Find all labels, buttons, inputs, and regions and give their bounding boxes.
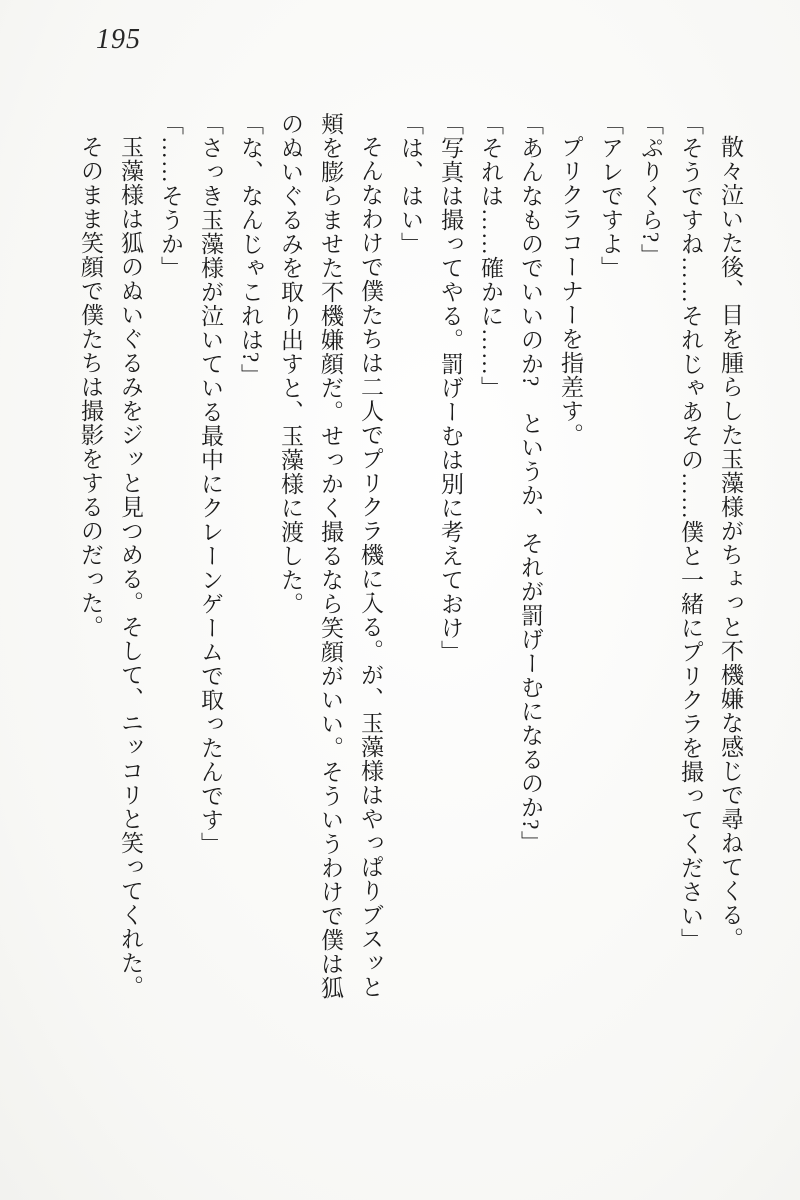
page-text xyxy=(66,112,750,1020)
paragraph: 「あんなものでいいのか? というか、それが罰げーむになるのか?」 xyxy=(518,112,543,855)
paragraph: 「は、はい」 xyxy=(398,112,423,256)
paragraph: 「それは……確かに……」 xyxy=(478,112,503,400)
paragraph: 玉藻様は狐のぬいぐるみをジッと見つめる。そして、ニッコリと笑ってくれた。 xyxy=(118,135,143,999)
paragraph: 「……そうか」 xyxy=(158,112,183,280)
paragraph: 「写真は撮ってやる。罰げーむは別に考えておけ」 xyxy=(438,112,463,664)
paragraph: 「な、なんじゃこれは?」 xyxy=(238,112,263,388)
page-number: 195 xyxy=(96,24,141,55)
paragraph: そんなわけで僕たちは二人でプリクラ機に入る。が、玉藻様はやっぱりブスッと頬を膨らませた不機嫌顔だ。せっかく撮るなら笑顔がいい。そういうわけで僕は狐のぬいぐるみを取り出すと、玉藻様に渡した。 xyxy=(278,112,383,1000)
paragraph: プリクラコーナーを指差す。 xyxy=(558,135,583,447)
paragraph: 散々泣いた後、目を腫らした玉藻様がちょっと不機嫌な感じで尋ねてくる。 xyxy=(718,135,743,951)
paragraph: そのまま笑顔で僕たちは撮影をするのだった。 xyxy=(78,135,103,639)
paragraph: 「アレですよ」 xyxy=(598,112,623,280)
paragraph: 「さっき玉藻様が泣いている最中にクレーンゲームで取ったんです」 xyxy=(198,112,223,856)
paragraph: 「そうですね……それじゃあその……僕と一緒にプリクラを撮ってください」 xyxy=(678,112,703,952)
paragraph: 「ぷりくら?」 xyxy=(638,112,663,268)
